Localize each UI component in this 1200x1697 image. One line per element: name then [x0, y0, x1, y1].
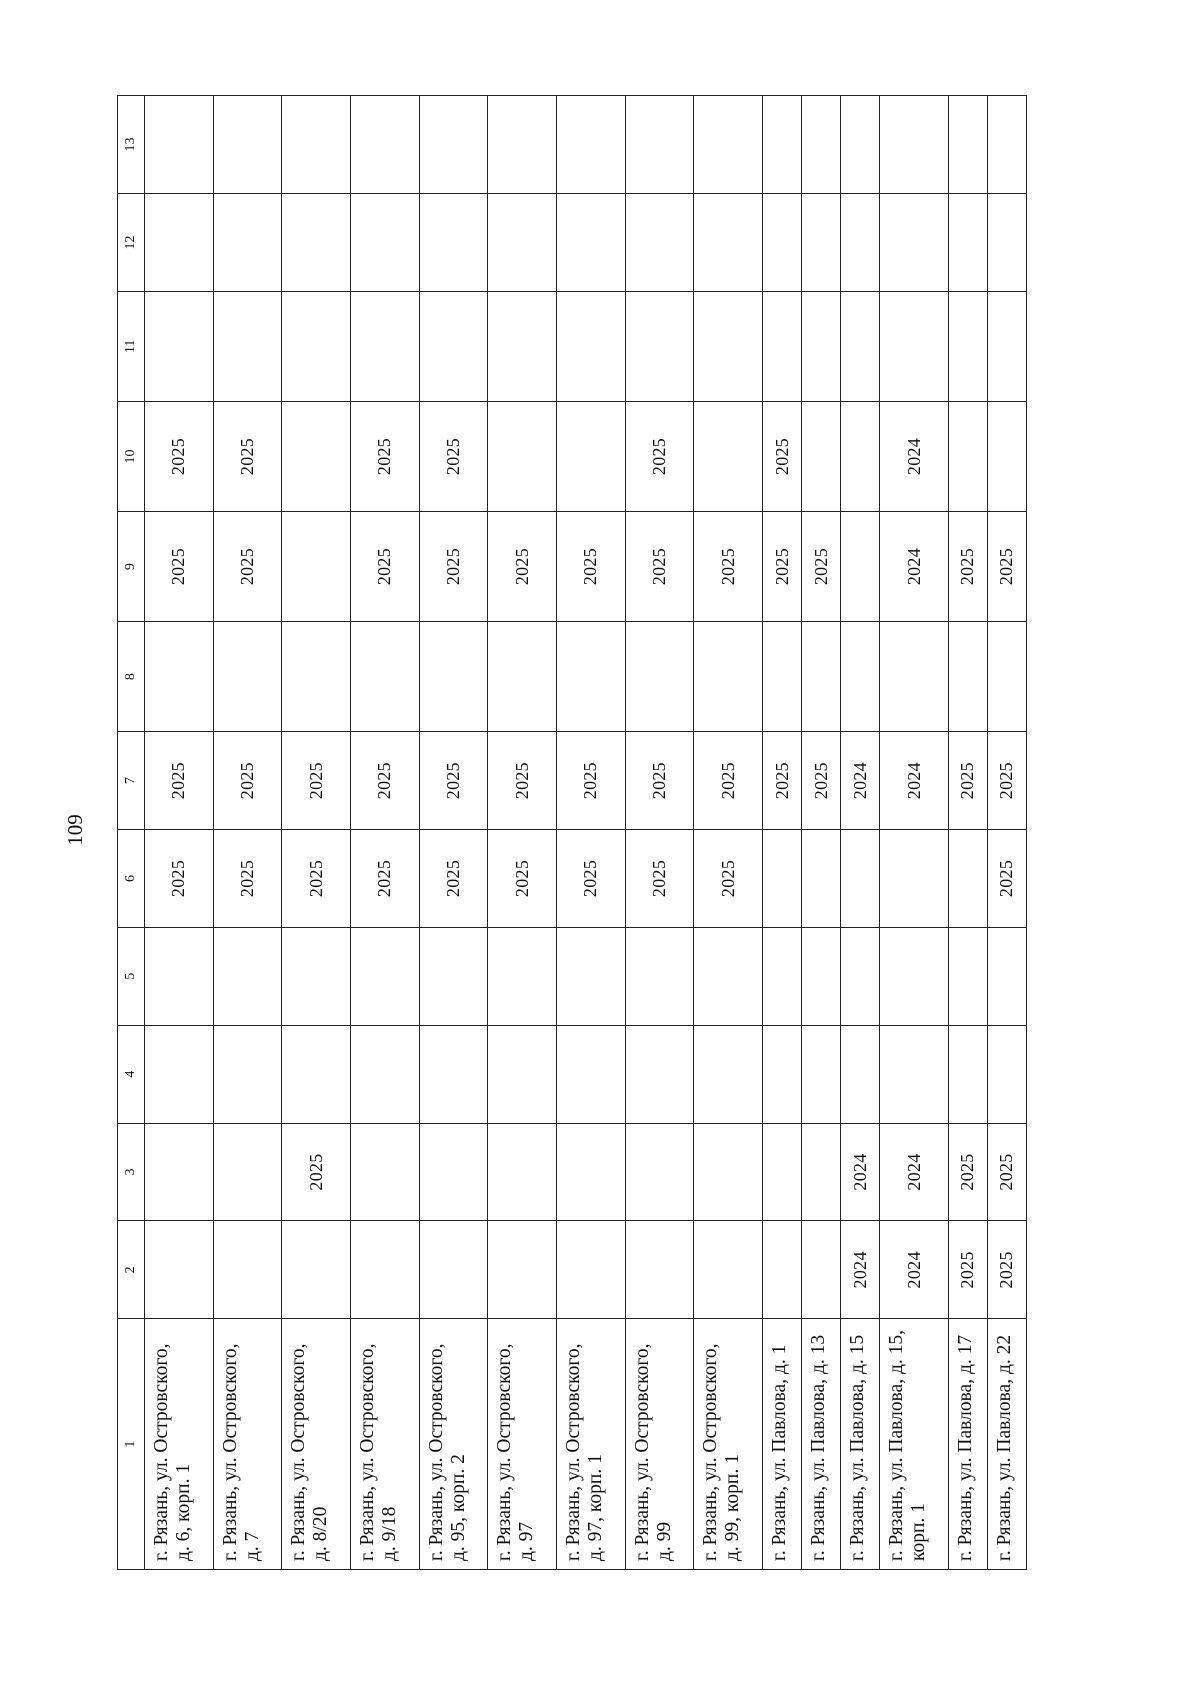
year-cell-col-12 — [948, 194, 987, 292]
year-cell-col-2 — [419, 1221, 488, 1319]
year-cell-col-9: 2025 — [419, 512, 488, 622]
year-cell-col-5 — [145, 927, 214, 1025]
year-cell-col-7: 2025 — [557, 732, 626, 830]
year-cell-col-8 — [625, 622, 694, 732]
year-cell-col-8 — [880, 622, 949, 732]
year-cell-col-12 — [419, 194, 488, 292]
year-cell-col-7: 2025 — [763, 732, 802, 830]
column-header-2: 2 — [118, 1221, 145, 1319]
year-cell-col-13 — [763, 96, 802, 194]
year-cell-col-8 — [948, 622, 987, 732]
year-cell-col-11 — [694, 291, 763, 401]
year-cell-col-2 — [282, 1221, 351, 1319]
year-cell-col-11 — [419, 291, 488, 401]
year-cell-col-4 — [880, 1025, 949, 1123]
year-cell-col-3 — [694, 1123, 763, 1221]
year-cell-col-4 — [841, 1025, 880, 1123]
year-cell-col-3: 2024 — [841, 1123, 880, 1221]
year-cell-col-12 — [282, 194, 351, 292]
header-row — [118, 96, 145, 1570]
year-cell-col-5 — [694, 927, 763, 1025]
year-cell-col-4 — [948, 1025, 987, 1123]
year-cell-col-3: 2025 — [987, 1123, 1026, 1221]
year-cell-col-9: 2025 — [802, 512, 841, 622]
table-container — [117, 95, 1027, 1570]
year-cell-col-8 — [841, 622, 880, 732]
year-cell-col-12 — [987, 194, 1026, 292]
column-header-4: 4 — [118, 1025, 145, 1123]
year-cell-col-13 — [282, 96, 351, 194]
year-cell-col-8 — [987, 622, 1026, 732]
year-cell-col-11 — [802, 291, 841, 401]
year-cell-col-7: 2025 — [625, 732, 694, 830]
year-cell-col-13 — [213, 96, 282, 194]
column-header-5: 5 — [118, 927, 145, 1025]
year-cell-col-2: 2024 — [841, 1221, 880, 1319]
year-cell-col-11 — [282, 291, 351, 401]
year-cell-col-8 — [694, 622, 763, 732]
year-cell-col-5 — [763, 927, 802, 1025]
year-cell-col-4 — [694, 1025, 763, 1123]
year-cell-col-4 — [282, 1025, 351, 1123]
table-row — [351, 96, 420, 1570]
year-cell-col-7: 2025 — [948, 732, 987, 830]
main-table — [117, 95, 1027, 1570]
year-cell-col-4 — [557, 1025, 626, 1123]
column-header-12: 12 — [118, 194, 145, 292]
year-cell-col-9: 2025 — [213, 512, 282, 622]
table-row — [282, 96, 351, 1570]
year-cell-col-12 — [880, 194, 949, 292]
year-cell-col-9: 2025 — [488, 512, 557, 622]
year-cell-col-5 — [880, 927, 949, 1025]
year-cell-col-2: 2024 — [880, 1221, 949, 1319]
year-cell-col-11 — [625, 291, 694, 401]
year-cell-col-10: 2025 — [625, 401, 694, 511]
address-cell: г. Рязань, ул. Островского, д. 7 — [213, 1319, 282, 1570]
year-cell-col-5 — [419, 927, 488, 1025]
address-cell: г. Рязань, ул. Островского, д. 95, корп. 2 — [419, 1319, 488, 1570]
year-cell-col-9: 2025 — [987, 512, 1026, 622]
year-cell-col-13 — [625, 96, 694, 194]
year-cell-col-9: 2025 — [557, 512, 626, 622]
year-cell-col-2 — [557, 1221, 626, 1319]
year-cell-col-2 — [351, 1221, 420, 1319]
year-cell-col-7: 2025 — [694, 732, 763, 830]
year-cell-col-7: 2025 — [987, 732, 1026, 830]
year-cell-col-3 — [557, 1123, 626, 1221]
year-cell-col-3 — [625, 1123, 694, 1221]
table-row — [557, 96, 626, 1570]
year-cell-col-9: 2025 — [763, 512, 802, 622]
year-cell-col-5 — [841, 927, 880, 1025]
table-row — [213, 96, 282, 1570]
year-cell-col-6 — [880, 830, 949, 928]
year-cell-col-5 — [625, 927, 694, 1025]
year-cell-col-4 — [145, 1025, 214, 1123]
year-cell-col-4 — [763, 1025, 802, 1123]
year-cell-col-3 — [213, 1123, 282, 1221]
year-cell-col-4 — [802, 1025, 841, 1123]
year-cell-col-12 — [213, 194, 282, 292]
year-cell-col-8 — [557, 622, 626, 732]
year-cell-col-3: 2025 — [948, 1123, 987, 1221]
year-cell-col-8 — [213, 622, 282, 732]
year-cell-col-4 — [419, 1025, 488, 1123]
year-cell-col-11 — [213, 291, 282, 401]
year-cell-col-8 — [351, 622, 420, 732]
year-cell-col-10 — [948, 401, 987, 511]
year-cell-col-11 — [841, 291, 880, 401]
year-cell-col-13 — [557, 96, 626, 194]
year-cell-col-2: 2025 — [948, 1221, 987, 1319]
address-cell: г. Рязань, ул. Павлова, д. 22 — [987, 1319, 1026, 1570]
year-cell-col-13 — [145, 96, 214, 194]
column-header-9: 9 — [118, 512, 145, 622]
address-cell: г. Рязань, ул. Островского, д. 9/18 — [351, 1319, 420, 1570]
year-cell-col-5 — [948, 927, 987, 1025]
year-cell-col-7: 2025 — [213, 732, 282, 830]
year-cell-col-11 — [763, 291, 802, 401]
year-cell-col-13 — [694, 96, 763, 194]
year-cell-col-5 — [351, 927, 420, 1025]
year-cell-col-7: 2025 — [419, 732, 488, 830]
year-cell-col-9 — [841, 512, 880, 622]
year-cell-col-5 — [282, 927, 351, 1025]
year-cell-col-5 — [987, 927, 1026, 1025]
year-cell-col-3 — [763, 1123, 802, 1221]
year-cell-col-6: 2025 — [694, 830, 763, 928]
year-cell-col-5 — [802, 927, 841, 1025]
address-cell: г. Рязань, ул. Островского, д. 8/20 — [282, 1319, 351, 1570]
year-cell-col-2 — [213, 1221, 282, 1319]
year-cell-col-7: 2024 — [841, 732, 880, 830]
table-row — [488, 96, 557, 1570]
year-cell-col-10 — [987, 401, 1026, 511]
year-cell-col-6 — [948, 830, 987, 928]
year-cell-col-8 — [802, 622, 841, 732]
year-cell-col-5 — [488, 927, 557, 1025]
year-cell-col-7: 2025 — [282, 732, 351, 830]
year-cell-col-13 — [841, 96, 880, 194]
address-cell: г. Рязань, ул. Павлова, д. 17 — [948, 1319, 987, 1570]
table-row — [145, 96, 214, 1570]
year-cell-col-3: 2024 — [880, 1123, 949, 1221]
year-cell-col-12 — [763, 194, 802, 292]
year-cell-col-12 — [351, 194, 420, 292]
table-row — [763, 96, 802, 1570]
year-cell-col-12 — [625, 194, 694, 292]
year-cell-col-11 — [351, 291, 420, 401]
address-cell: г. Рязань, ул. Островского, д. 97 — [488, 1319, 557, 1570]
year-cell-col-12 — [694, 194, 763, 292]
address-cell: г. Рязань, ул. Павлова, д. 13 — [802, 1319, 841, 1570]
table-row — [419, 96, 488, 1570]
year-cell-col-8 — [282, 622, 351, 732]
year-cell-col-9: 2025 — [145, 512, 214, 622]
year-cell-col-6 — [763, 830, 802, 928]
year-cell-col-2 — [802, 1221, 841, 1319]
year-cell-col-4 — [625, 1025, 694, 1123]
year-cell-col-3 — [351, 1123, 420, 1221]
column-header-13: 13 — [118, 96, 145, 194]
year-cell-col-10: 2024 — [880, 401, 949, 511]
year-cell-col-11 — [880, 291, 949, 401]
year-cell-col-5 — [557, 927, 626, 1025]
year-cell-col-3: 2025 — [282, 1123, 351, 1221]
year-cell-col-13 — [802, 96, 841, 194]
year-cell-col-12 — [557, 194, 626, 292]
year-cell-col-10 — [557, 401, 626, 511]
year-cell-col-9: 2025 — [948, 512, 987, 622]
table-row — [880, 96, 949, 1570]
year-cell-col-2 — [625, 1221, 694, 1319]
year-cell-col-13 — [880, 96, 949, 194]
year-cell-col-10 — [282, 401, 351, 511]
year-cell-col-11 — [948, 291, 987, 401]
column-header-3: 3 — [118, 1123, 145, 1221]
address-cell: г. Рязань, ул. Островского, д. 99 — [625, 1319, 694, 1570]
address-cell: г. Рязань, ул. Павлова, д. 1 — [763, 1319, 802, 1570]
table-row — [841, 96, 880, 1570]
year-cell-col-4 — [488, 1025, 557, 1123]
year-cell-col-3 — [145, 1123, 214, 1221]
year-cell-col-10 — [841, 401, 880, 511]
year-cell-col-10: 2025 — [351, 401, 420, 511]
year-cell-col-13 — [948, 96, 987, 194]
year-cell-col-9: 2025 — [351, 512, 420, 622]
year-cell-col-7: 2025 — [351, 732, 420, 830]
year-cell-col-3 — [488, 1123, 557, 1221]
address-cell: г. Рязань, ул. Островского, д. 97, корп. 1 — [557, 1319, 626, 1570]
year-cell-col-10 — [802, 401, 841, 511]
table-body — [145, 96, 1027, 1570]
address-cell: г. Рязань, ул. Островского, д. 6, корп. 1 — [145, 1319, 214, 1570]
year-cell-col-7: 2025 — [488, 732, 557, 830]
year-cell-col-3 — [802, 1123, 841, 1221]
year-cell-col-10 — [694, 401, 763, 511]
year-cell-col-6: 2025 — [557, 830, 626, 928]
year-cell-col-2: 2025 — [987, 1221, 1026, 1319]
year-cell-col-11 — [557, 291, 626, 401]
table-row — [802, 96, 841, 1570]
year-cell-col-12 — [145, 194, 214, 292]
year-cell-col-13 — [351, 96, 420, 194]
year-cell-col-6: 2025 — [145, 830, 214, 928]
year-cell-col-7: 2024 — [880, 732, 949, 830]
year-cell-col-6: 2025 — [419, 830, 488, 928]
year-cell-col-11 — [987, 291, 1026, 401]
year-cell-col-6: 2025 — [213, 830, 282, 928]
year-cell-col-12 — [488, 194, 557, 292]
year-cell-col-11 — [488, 291, 557, 401]
page-number: 109 — [63, 814, 87, 846]
year-cell-col-12 — [841, 194, 880, 292]
year-cell-col-4 — [213, 1025, 282, 1123]
column-header-8: 8 — [118, 622, 145, 732]
year-cell-col-13 — [488, 96, 557, 194]
year-cell-col-10: 2025 — [763, 401, 802, 511]
column-header-11: 11 — [118, 291, 145, 401]
year-cell-col-12 — [802, 194, 841, 292]
table-row — [625, 96, 694, 1570]
table-row — [987, 96, 1026, 1570]
year-cell-col-4 — [351, 1025, 420, 1123]
year-cell-col-10: 2025 — [419, 401, 488, 511]
column-header-6: 6 — [118, 830, 145, 928]
year-cell-col-8 — [145, 622, 214, 732]
year-cell-col-9 — [282, 512, 351, 622]
year-cell-col-2 — [145, 1221, 214, 1319]
address-cell: г. Рязань, ул. Павлова, д. 15 — [841, 1319, 880, 1570]
year-cell-col-9: 2025 — [625, 512, 694, 622]
column-header-7: 7 — [118, 732, 145, 830]
year-cell-col-8 — [763, 622, 802, 732]
year-cell-col-10 — [488, 401, 557, 511]
column-header-1: 1 — [118, 1319, 145, 1570]
year-cell-col-11 — [145, 291, 214, 401]
year-cell-col-6 — [841, 830, 880, 928]
year-cell-col-9: 2024 — [880, 512, 949, 622]
year-cell-col-3 — [419, 1123, 488, 1221]
year-cell-col-6: 2025 — [625, 830, 694, 928]
year-cell-col-6: 2025 — [987, 830, 1026, 928]
address-cell: г. Рязань, ул. Павлова, д. 15, корп. 1 — [880, 1319, 949, 1570]
year-cell-col-2 — [763, 1221, 802, 1319]
year-cell-col-5 — [213, 927, 282, 1025]
address-cell: г. Рязань, ул. Островского, д. 99, корп. 1 — [694, 1319, 763, 1570]
year-cell-col-8 — [419, 622, 488, 732]
year-cell-col-6: 2025 — [351, 830, 420, 928]
year-cell-col-6: 2025 — [282, 830, 351, 928]
year-cell-col-2 — [488, 1221, 557, 1319]
year-cell-col-4 — [987, 1025, 1026, 1123]
year-cell-col-10: 2025 — [145, 401, 214, 511]
column-header-10: 10 — [118, 401, 145, 511]
year-cell-col-6 — [802, 830, 841, 928]
year-cell-col-7: 2025 — [802, 732, 841, 830]
table-row — [948, 96, 987, 1570]
table-row — [694, 96, 763, 1570]
year-cell-col-9: 2025 — [694, 512, 763, 622]
year-cell-col-2 — [694, 1221, 763, 1319]
year-cell-col-6: 2025 — [488, 830, 557, 928]
year-cell-col-13 — [987, 96, 1026, 194]
year-cell-col-10: 2025 — [213, 401, 282, 511]
year-cell-col-13 — [419, 96, 488, 194]
year-cell-col-7: 2025 — [145, 732, 214, 830]
year-cell-col-8 — [488, 622, 557, 732]
